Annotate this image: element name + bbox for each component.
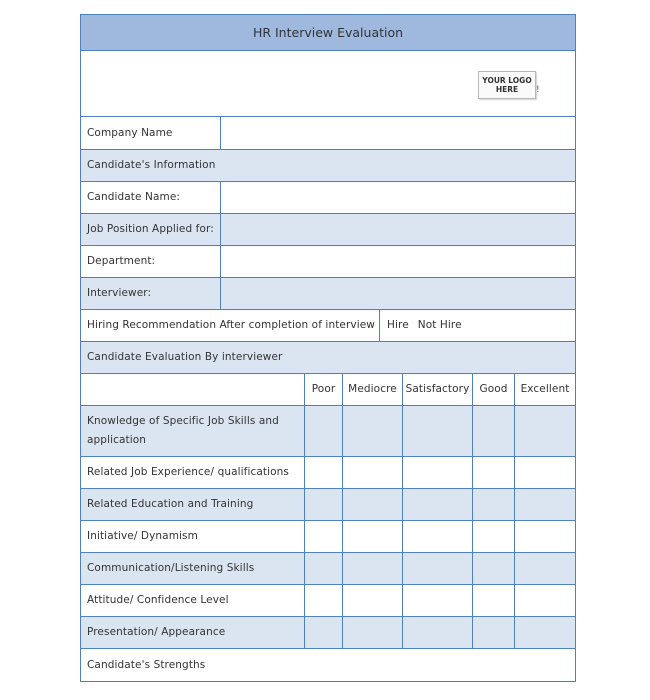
company-name-row [81,117,575,150]
criterion-row [81,457,575,489]
department-row [81,246,575,278]
rating-cell-excellent[interactable] [515,457,575,488]
form-header [81,15,575,51]
not-hire-option[interactable]: Not Hire [417,319,462,331]
rating-cell-good[interactable] [473,406,515,456]
rating-cell-satisfactory[interactable] [403,406,473,456]
criterion-row [81,489,575,521]
rating-cell-satisfactory[interactable] [403,585,473,616]
logo-line2: HERE [495,85,519,94]
interviewer-row [81,278,575,310]
logo-mark: ! [536,85,540,95]
rating-cell-poor[interactable] [305,553,343,584]
evaluation-form [80,14,576,682]
rating-cell-excellent[interactable] [515,553,575,584]
hiring-recommendation-label: Hiring Recommendation After completion of interview [87,319,375,331]
interviewer-label-cell [81,278,221,309]
criterion-row [81,406,575,457]
rating-cell-mediocre[interactable] [343,457,403,488]
criterion-label: Initiative/ Dynamism [87,530,198,542]
criterion-label-cell [81,406,305,456]
department-field[interactable] [221,246,575,277]
criterion-label: Related Job Experience/ qualifications [87,466,289,478]
criterion-row [81,521,575,553]
rating-cell-good[interactable] [473,457,515,488]
candidates-information-label: Candidate's Information [87,159,216,171]
excellent-header-cell [515,374,575,405]
rating-cell-mediocre[interactable] [343,521,403,552]
rating-cell-poor[interactable] [305,585,343,616]
criterion-label: Attitude/ Confidence Level [87,594,229,606]
rating-cell-excellent[interactable] [515,406,575,456]
criterion-label-cell [81,457,305,488]
criterion-label: Related Education and Training [87,498,254,510]
form-title: HR Interview Evaluation [252,25,404,40]
evaluation-section-row [81,342,575,374]
rating-good-label: Good [479,383,508,395]
hiring-recommendation-row [81,310,575,342]
job-position-label-cell [81,214,221,245]
criterion-label-cell [81,553,305,584]
candidate-name-label: Candidate Name: [87,191,181,203]
company-name-label: Company Name [87,126,173,139]
rating-cell-mediocre[interactable] [343,406,403,456]
logo-line1: YOUR LOGO [482,76,532,85]
rating-cell-excellent[interactable] [515,585,575,616]
logo-placeholder [478,71,536,99]
candidate-name-field[interactable] [221,182,575,213]
rating-cell-good[interactable] [473,617,515,648]
mediocre-header-cell [343,374,403,405]
rating-cell-satisfactory[interactable] [403,489,473,520]
rating-header-row [81,374,575,406]
criterion-row [81,617,575,649]
company-name-label-cell [81,117,221,149]
job-position-label: Job Position Applied for: [87,223,214,235]
rating-cell-poor[interactable] [305,406,343,456]
candidate-name-row [81,182,575,214]
rating-mediocre-label: Mediocre [348,383,397,395]
candidates-information-row [81,150,575,182]
criterion-label-cell [81,585,305,616]
interviewer-label: Interviewer: [87,287,152,299]
rating-excellent-label: Excellent [520,383,570,395]
rating-cell-satisfactory[interactable] [403,553,473,584]
department-label: Department: [87,255,156,267]
poor-header-cell [305,374,343,405]
logo-row [81,51,575,117]
criterion-row [81,553,575,585]
rating-cell-mediocre[interactable] [343,585,403,616]
rating-cell-poor[interactable] [305,457,343,488]
criterion-label-cell [81,617,305,648]
criteria-header-cell [81,374,305,405]
rating-cell-satisfactory[interactable] [403,617,473,648]
rating-cell-good[interactable] [473,553,515,584]
rating-cell-excellent[interactable] [515,617,575,648]
candidate-name-label-cell [81,182,221,213]
rating-cell-good[interactable] [473,521,515,552]
hire-option[interactable]: Hire [387,319,409,331]
rating-cell-mediocre[interactable] [343,489,403,520]
criterion-label: Knowledge of Specific Job Skills and application [87,415,279,446]
rating-cell-good[interactable] [473,585,515,616]
job-position-field[interactable] [221,214,575,245]
department-label-cell [81,246,221,277]
interviewer-field[interactable] [221,278,575,309]
candidate-strengths-label: Candidate's Strengths [87,658,206,671]
criterion-label-cell [81,521,305,552]
rating-cell-satisfactory[interactable] [403,521,473,552]
job-position-row [81,214,575,246]
rating-cell-good[interactable] [473,489,515,520]
criterion-label: Presentation/ Appearance [87,626,226,638]
rating-cell-excellent[interactable] [515,521,575,552]
criterion-row [81,585,575,617]
company-name-field[interactable] [221,117,575,149]
rating-cell-poor[interactable] [305,489,343,520]
rating-poor-label: Poor [311,383,336,395]
hiring-decision-cell [380,310,575,341]
hiring-decision-options [387,310,571,341]
rating-cell-excellent[interactable] [515,489,575,520]
hiring-recommendation-label-cell [81,310,380,341]
rating-cell-mediocre[interactable] [343,553,403,584]
satisfactory-header-cell [403,374,473,405]
candidate-strengths-row[interactable] [81,649,575,681]
rating-cell-poor[interactable] [305,521,343,552]
rating-cell-poor[interactable] [305,617,343,648]
good-header-cell [473,374,515,405]
criterion-label: Communication/Listening Skills [87,562,255,574]
rating-satisfactory-label: Satisfactory [405,383,470,395]
evaluation-section-title: Candidate Evaluation By interviewer [87,351,283,363]
criterion-label-cell [81,489,305,520]
rating-cell-satisfactory[interactable] [403,457,473,488]
rating-cell-mediocre[interactable] [343,617,403,648]
